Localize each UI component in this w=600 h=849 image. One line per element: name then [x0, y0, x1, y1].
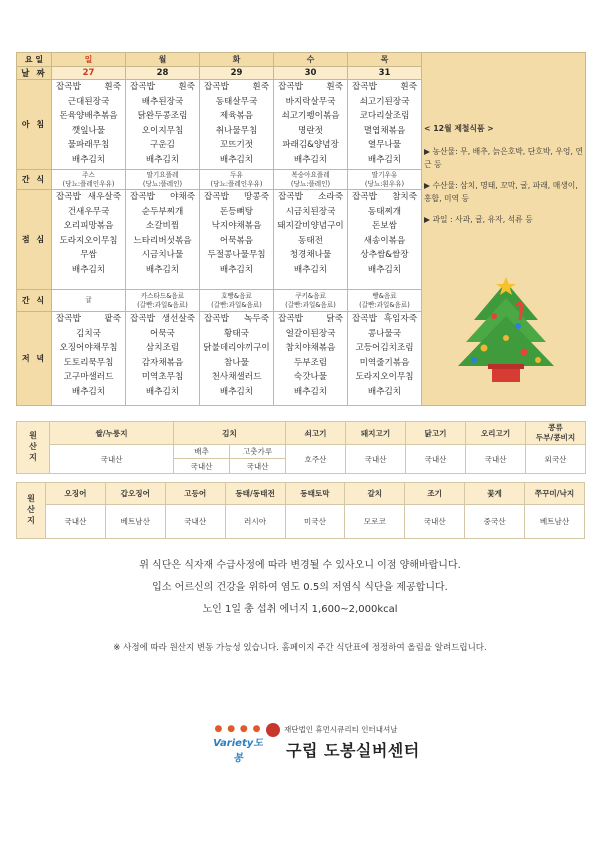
menu-item: 복숭아요플레 — [291, 170, 330, 179]
origin-header: 조기 — [405, 483, 465, 505]
menu-item: 잡곡밥 흑임자죽 — [352, 314, 417, 324]
origin-header-row — [17, 422, 586, 445]
day-label: 수 — [274, 53, 348, 67]
origin-value: 국내산 — [165, 505, 225, 539]
menu-cell — [348, 80, 422, 170]
menu-item: (당뇨:플레인) — [142, 179, 183, 188]
notice-line: 입소 어르신의 건강을 위하여 염도 0.5의 저염식 식단을 제공합니다. — [152, 582, 448, 593]
menu-item: 바지락살무국 — [285, 96, 336, 107]
footnote: ※ 사정에 따라 원산지 변동 가능성 있습니다. 홈페이지 주간 식단표에 정정하여 올림을 알려드립니다. — [113, 643, 487, 653]
menu-item: 물파래무침 — [67, 140, 110, 150]
menu-item: 새송이볶음 — [363, 235, 406, 246]
menu-item: 잡곡밥 녹두죽 — [204, 314, 269, 324]
snack-cell — [200, 290, 274, 312]
menu-item: 배추김치 — [71, 264, 106, 275]
snack-cell — [52, 170, 126, 190]
menu-item: 배추된장국 — [141, 96, 184, 107]
date-cell: 31 — [348, 67, 422, 80]
notice-line: 위 식단은 식자재 수급사정에 따라 변경될 수 있사오니 이점 양해바랍니다. — [139, 560, 461, 571]
seasonal-foods-panel — [424, 122, 584, 234]
meal-label-snack: 간 식 — [17, 170, 52, 190]
menu-item: 쿠키&음료 — [295, 291, 326, 300]
menu-item: 배추김치 — [145, 154, 180, 165]
menu-item: 깻잎나물 — [71, 125, 106, 136]
menu-item: 잡곡밥 흰죽 — [204, 82, 269, 92]
menu-item: 카스타드&음료 — [140, 291, 185, 300]
menu-item: 배추김치 — [71, 154, 106, 165]
origin-header: 쇠고기 — [286, 422, 346, 445]
menu-item: 배추김치 — [293, 264, 328, 275]
menu-item: (당뇨:플레인우유) — [210, 179, 263, 188]
meal-label-dinner: 저 녁 — [17, 312, 52, 406]
menu-item: 돈보쌈 — [372, 221, 397, 231]
menu-cell — [126, 312, 200, 406]
menu-item: 제육볶음 — [219, 111, 254, 121]
menu-item: 청경채나물 — [289, 250, 332, 260]
menu-item: (갈빤:과일&음료) — [359, 300, 410, 309]
date-cell: 29 — [200, 67, 274, 80]
menu-item: (갈빤:과일&음료) — [211, 300, 262, 309]
foundation-name: 재단법인 휴먼시큐리티 인터내셔날 — [284, 725, 398, 734]
menu-item: 소갈비찜 — [145, 221, 180, 231]
date-cell: 30 — [274, 67, 348, 80]
menu-item: 오징어야채무침 — [59, 343, 118, 353]
menu-item: 감자채볶음 — [141, 357, 184, 368]
menu-item: 느타리버섯볶음 — [133, 235, 192, 246]
origin-sub-row — [17, 445, 586, 459]
origin-value: 국내산 — [50, 445, 174, 474]
origin-header: 동태/동태전 — [225, 483, 285, 505]
origin-value: 모로코 — [345, 505, 405, 539]
foundation-seal-icon — [266, 723, 280, 737]
center-name: 구립 도봉실버센터 — [286, 741, 420, 760]
menu-item: 구운김 — [150, 140, 175, 150]
menu-item: 도라지오이무침 — [59, 235, 118, 246]
origin-header: 꽃게 — [465, 483, 525, 505]
menu-cell — [200, 312, 274, 406]
menu-item: 배추김치 — [145, 386, 180, 397]
menu-item: 두부조림 — [293, 357, 328, 368]
menu-item: 동태살무국 — [215, 96, 258, 107]
menu-item: 미역초무침 — [141, 372, 184, 382]
day-label: 월 — [126, 53, 200, 67]
menu-item: (당뇨:흰우유) — [364, 179, 405, 188]
origin-header: 오리고기 — [466, 422, 526, 445]
menu-item: 낙지야채볶음 — [211, 221, 262, 231]
menu-item: 콩나물국 — [367, 328, 402, 339]
seasonal-item: ▶ 수산물: 삼치, 명태, 꼬막, 굴, 파래, 매생이, 홍합, 미역 등 — [424, 181, 578, 203]
origin-value: 국내산 — [46, 505, 106, 539]
menu-item: 두유 — [230, 170, 243, 179]
menu-item: 배추김치 — [367, 386, 402, 397]
origin-label: 원산지 — [17, 422, 50, 474]
menu-item: 잡곡밥 새우살죽 — [56, 192, 121, 202]
menu-item: 무쌈 — [80, 250, 97, 260]
origin-value: 국내산 — [466, 445, 526, 474]
menu-item: 잡곡밥 생선살죽 — [130, 314, 195, 324]
menu-item: 닭불데리야끼구이 — [203, 343, 270, 353]
menu-cell — [126, 80, 200, 170]
menu-item: 배추김치 — [293, 386, 328, 397]
menu-item: 참치야채볶음 — [285, 343, 336, 353]
menu-item: 귤 — [85, 296, 92, 304]
menu-cell — [348, 312, 422, 406]
menu-item: 삼치조림 — [145, 343, 180, 353]
menu-item: 도라지오이무침 — [355, 372, 414, 382]
christmas-tree-icon — [454, 276, 558, 384]
menu-item: (당뇨:플레인우유) — [62, 179, 115, 188]
menu-item: 건새우무국 — [67, 206, 110, 217]
menu-item: 쇠고기펭이볶음 — [281, 111, 340, 121]
origin-header: 닭고기 — [406, 422, 466, 445]
menu-item: (갈빤:과일&음료) — [285, 300, 336, 309]
snack-cell — [126, 290, 200, 312]
origin-header: 고등어 — [165, 483, 225, 505]
day-label: 목 — [348, 53, 422, 67]
origin-header: 갈치 — [345, 483, 405, 505]
menu-cell — [274, 312, 348, 406]
snack-cell — [274, 290, 348, 312]
menu-item: 고등어김치조림 — [355, 343, 414, 353]
origin-header: 돼지고기 — [346, 422, 406, 445]
menu-item: 배추김치 — [367, 154, 402, 165]
menu-cell — [126, 190, 200, 290]
menu-item: 상추쌈&쌈장 — [360, 250, 409, 260]
meal-label-breakfast: 아 침 — [17, 80, 52, 170]
menu-item: 잡곡밥 야채죽 — [130, 192, 195, 202]
menu-item: 잡곡밥 흰죽 — [130, 82, 195, 92]
menu-item: 도토리묵무침 — [63, 357, 114, 368]
menu-item: 배추김치 — [367, 264, 402, 275]
menu-item: 오이지무침 — [141, 125, 184, 136]
notice-line: 노인 1일 총 섭취 에너지 1,600~2,000kcal — [202, 604, 398, 615]
snack-cell — [348, 170, 422, 190]
menu-item: (당뇨:플레인) — [290, 179, 331, 188]
menu-item: 시금치나물 — [141, 250, 184, 260]
date-cell: 28 — [126, 67, 200, 80]
menu-item: 배추김치 — [219, 386, 254, 397]
origin-value-row — [17, 505, 585, 539]
menu-item: 명란젓 — [298, 125, 323, 136]
seasonal-foods-title: < 12월 제철식품 > — [424, 124, 494, 133]
menu-item: 배추김치 — [71, 386, 106, 397]
menu-item: 시금치된장국 — [285, 206, 336, 217]
origin-header-row — [17, 483, 585, 505]
menu-item: 참나물 — [224, 357, 249, 368]
origin-table-seafood — [16, 482, 585, 539]
origin-header: 김치 — [174, 422, 286, 445]
origin-value: 국내산 — [405, 505, 465, 539]
menu-item: 멸엽채볶음 — [363, 125, 406, 136]
origin-header: 쌀/누룽지 — [50, 422, 174, 445]
menu-item: 숙갓나물 — [293, 372, 328, 382]
menu-item: 김치국 — [76, 328, 101, 339]
menu-item: 동태찌개 — [367, 206, 402, 217]
menu-item: 잡곡밥 참치죽 — [352, 192, 417, 202]
date-cell: 27 — [52, 67, 126, 80]
origin-value: 미국산 — [285, 505, 345, 539]
logo-text: Variety도봉 — [213, 738, 263, 764]
origin-value: 호주산 — [286, 445, 346, 474]
origin-value: 베트남산 — [525, 505, 585, 539]
origin-header: 콩류 두부/콩비지 — [526, 422, 586, 445]
snack-cell — [52, 290, 126, 312]
menu-item: 두절콩나물무침 — [207, 250, 266, 260]
menu-item: 오리피망볶음 — [63, 221, 114, 231]
menu-item: 배추김치 — [145, 264, 180, 275]
menu-item: 꼬뜨기젓 — [219, 140, 254, 150]
menu-cell — [274, 190, 348, 290]
menu-item: 근대된장국 — [67, 96, 110, 107]
meal-label-snack: 간 식 — [17, 290, 52, 312]
menu-item: 배추김치 — [219, 264, 254, 275]
menu-cell — [200, 80, 274, 170]
menu-cell — [52, 312, 126, 406]
menu-item: 열무나물 — [367, 140, 402, 150]
origin-subheader: 고춧가루 — [230, 445, 286, 459]
origin-value: 중국산 — [465, 505, 525, 539]
menu-item: 빵&음료 — [372, 291, 397, 300]
menu-item: 잡곡밥 팥죽 — [56, 314, 121, 324]
menu-item: 동태전 — [298, 235, 323, 246]
corner-label: 요 일 — [17, 53, 52, 67]
origin-header: 오징어 — [46, 483, 106, 505]
menu-item: 배추김치 — [219, 154, 254, 165]
snack-cell — [348, 290, 422, 312]
snack-cell — [274, 170, 348, 190]
origin-value: 국내산 — [174, 459, 230, 474]
menu-item: 취나물무침 — [215, 125, 258, 136]
menu-item: 돈육양배추볶음 — [59, 111, 118, 121]
snack-cell — [126, 170, 200, 190]
origin-value: 국내산 — [346, 445, 406, 474]
date-label: 날 짜 — [17, 67, 52, 80]
menu-item: 딸기우유 — [371, 170, 398, 179]
snack-cell — [200, 170, 274, 190]
meal-label-lunch: 점 심 — [17, 190, 52, 290]
menu-item: 딸기요플레 — [146, 170, 179, 179]
day-label: 화 — [200, 53, 274, 67]
menu-item: 배추김치 — [293, 154, 328, 165]
origin-subheader: 배추 — [174, 445, 230, 459]
origin-value: 러시아 — [225, 505, 285, 539]
origin-header: 갑오징어 — [105, 483, 165, 505]
origin-value: 베트남산 — [105, 505, 165, 539]
variety-dobong-logo: ● ● ● ● Variety도봉 — [213, 724, 263, 764]
day-header-row — [17, 53, 586, 67]
menu-item: 잡곡밥 소라죽 — [278, 192, 343, 202]
menu-item: 주스 — [82, 170, 95, 179]
menu-item: 잡곡밥 땅콩죽 — [204, 192, 269, 202]
origin-value: 국내산 — [406, 445, 466, 474]
menu-item: 돈등뼈탕 — [219, 206, 254, 217]
origin-value: 외국산 — [526, 445, 586, 474]
menu-item: 돼지갈비양념구이 — [277, 221, 344, 231]
menu-item: 미역줄기볶음 — [359, 357, 410, 368]
menu-item: 어묵국 — [150, 328, 175, 339]
origin-value: 국내산 — [230, 459, 286, 474]
menu-cell — [348, 190, 422, 290]
origin-label: 원산지 — [17, 483, 46, 539]
menu-item: 황태국 — [224, 328, 249, 339]
menu-cell — [52, 190, 126, 290]
origin-table-meat — [16, 421, 586, 474]
day-label: 일 — [52, 53, 126, 67]
menu-item: (갈빤:과일&음료) — [137, 300, 188, 309]
menu-item: 닭완두콩조림 — [137, 111, 188, 121]
seasonal-item: ▶ 과일 : 사과, 귤, 유자, 석류 등 — [424, 215, 533, 224]
seasonal-item: ▶ 농산물: 무, 배추, 늙은호박, 단호박, 우엉, 연근 등 — [424, 147, 583, 169]
menu-item: 얼갈이된장국 — [285, 328, 336, 339]
menu-item: 잡곡밥 흰죽 — [56, 82, 121, 92]
origin-header: 동태토막 — [285, 483, 345, 505]
menu-item: 어묵볶음 — [219, 235, 254, 246]
menu-item: 잡곡밥 흰죽 — [352, 82, 417, 92]
menu-item: 코다리살조림 — [359, 111, 410, 121]
menu-item: 잡곡밥 닭죽 — [278, 314, 343, 324]
menu-item: 호빵&음료 — [221, 291, 252, 300]
menu-item: 쇠고기된장국 — [359, 96, 410, 107]
menu-item: 고구마샐러드 — [63, 372, 114, 382]
menu-cell — [52, 80, 126, 170]
menu-item: 순두부찌개 — [141, 206, 184, 217]
menu-item: 천사채샐러드 — [211, 372, 262, 382]
origin-header: 쭈꾸미/낙지 — [525, 483, 585, 505]
menu-item: 잡곡밥 흰죽 — [278, 82, 343, 92]
menu-cell — [274, 80, 348, 170]
menu-item: 파래김&양념장 — [282, 140, 339, 150]
menu-cell — [200, 190, 274, 290]
